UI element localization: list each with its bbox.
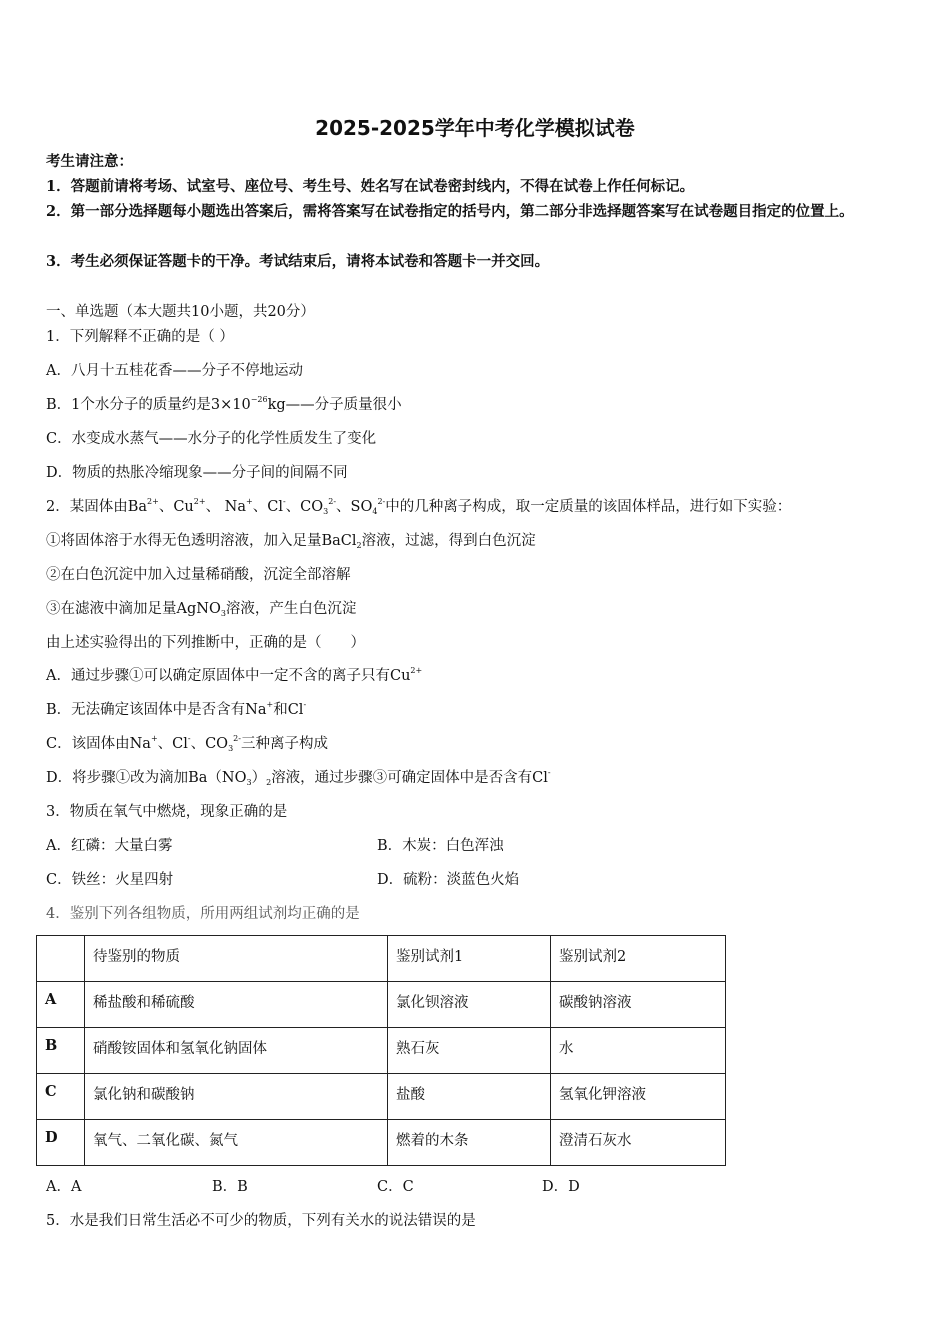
table-row (37, 1028, 726, 1074)
notice-item-3: 3．考生必须保证答题卡的干净。考试结束后，请将本试卷和答题卡一并交回。 (46, 253, 550, 270)
q4-table (36, 935, 726, 1166)
q3-option-b: B．木炭：白色浑浊 (377, 838, 504, 854)
page-title: 2025-2025学年中考化学模拟试卷 (315, 116, 635, 140)
table-header-cell: 鉴别试剂1 (388, 936, 551, 982)
q3-option-a: A．红磷：大量白雾 (46, 838, 173, 854)
table-cell: 硝酸铵固体和氢氧化钠固体 (85, 1028, 388, 1074)
table-cell: 氢氧化钾溶液 (551, 1074, 726, 1120)
q1-stem: 1．下列解释不正确的是（ ） (46, 329, 234, 345)
q3-option-d: D．硫粉：淡蓝色火焰 (377, 872, 520, 888)
notice-item-1: 1．答题前请将考场、试室号、座位号、考生号、姓名写在试卷密封线内，不得在试卷上作任何标记。 (46, 178, 695, 195)
q2-step-1: ①将固体溶于水得无色透明溶液，加入足量BaCl$_2$溶液，过滤，得到白色沉淀 (46, 533, 536, 550)
q2-question: 由上述实验得出的下列推断中，正确的是（ ） (46, 635, 365, 651)
q2-stem: 2．某固体由$Ba^{2+}$、$Cu^{2+}$、 Na+、Cl-、$CO_3^{2-}$、$SO_4^{2-}$中的几种离子构成，取一定质量的该固体样品，进行如下实验： (46, 497, 792, 516)
table-cell: 澄清石灰水 (551, 1120, 726, 1166)
q3-option-c: C．铁丝：火星四射 (46, 872, 174, 888)
q2-option-b: B．无法确定该固体中是否含有Na+和Cl- (46, 700, 307, 718)
table-row (37, 1120, 726, 1166)
table-cell: B (37, 1028, 85, 1074)
q4-option-c: C．C (377, 1179, 414, 1195)
table-header-cell (37, 936, 85, 982)
table-cell: 水 (551, 1028, 726, 1074)
q4-option-b: B．B (212, 1179, 248, 1195)
table-cell: 盐酸 (388, 1074, 551, 1120)
table-cell: 氯化钡溶液 (388, 982, 551, 1028)
table-cell: 氧气、二氧化碳、氮气 (85, 1120, 388, 1166)
q1-option-d: D．物质的热胀冷缩现象——分子间的间隔不同 (46, 465, 348, 481)
table-cell: 碳酸钠溶液 (551, 982, 726, 1028)
table-header-cell: 待鉴别的物质 (85, 936, 388, 982)
table-cell: D (37, 1120, 85, 1166)
q1-option-c: C．水变成水蒸气——水分子的化学性质发生了变化 (46, 431, 377, 447)
q3-stem: 3．物质在氧气中燃烧，现象正确的是 (46, 804, 288, 820)
table-cell: 熟石灰 (388, 1028, 551, 1074)
q2-step-3: ③在滤液中滴加足量AgNO$_3$溶液，产生白色沉淀 (46, 601, 357, 618)
q2-option-a: A．通过步骤①可以确定原固体中一定不含的离子只有$Cu^{2+}$ (46, 666, 423, 684)
table-cell: 氯化钠和碳酸钠 (85, 1074, 388, 1120)
table-cell: 燃着的木条 (388, 1120, 551, 1166)
table-cell: A (37, 982, 85, 1028)
q2-option-c: C．该固体由Na+、Cl-、$CO_3^{2-}$三种离子构成 (46, 734, 328, 753)
q4-option-a: A．A (46, 1179, 82, 1195)
q5-stem: 5．水是我们日常生活必不可少的物质，下列有关水的说法错误的是 (46, 1213, 476, 1229)
table-row (37, 1074, 726, 1120)
table-header-row (37, 936, 726, 982)
q2-step-2: ②在白色沉淀中加入过量稀硝酸，沉淀全部溶解 (46, 567, 351, 583)
q1-option-b: B．1个水分子的质量约是$3\times 10^{-26}kg——$分子质量很小 (46, 395, 402, 413)
q1-option-a: A．八月十五桂花香——分子不停地运动 (46, 363, 303, 379)
section-heading: 一、单选题（本大题共10小题，共20分） (46, 304, 315, 320)
table-row (37, 982, 726, 1028)
q2-option-d: D．将步骤①改为滴加$Ba(NO_3)_2$溶液，通过步骤③可确定固体中是否含有Cl- (46, 768, 551, 787)
table-cell: C (37, 1074, 85, 1120)
notice-item-2: 2．第一部分选择题每小题选出答案后，需将答案写在试卷指定的括号内，第二部分非选择题答案写在试卷题目指定的位置上。 (46, 203, 854, 220)
q4-stem: 4．鉴别下列各组物质，所用两组试剂均正确的是 (46, 906, 360, 922)
notice-heading: 考生请注意： (46, 153, 133, 170)
q4-option-d: D．D (542, 1179, 580, 1195)
table-cell: 稀盐酸和稀硫酸 (85, 982, 388, 1028)
table-header-cell: 鉴别试剂2 (551, 936, 726, 982)
